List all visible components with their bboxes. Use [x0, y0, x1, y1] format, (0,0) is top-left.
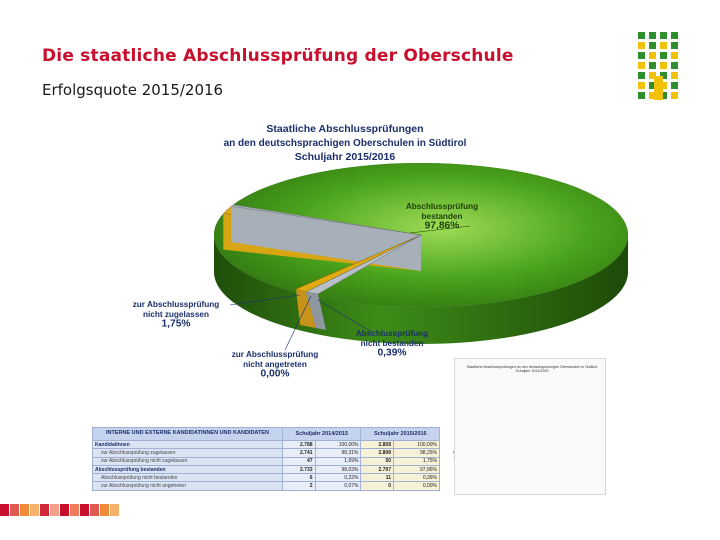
row-count-2014: 2.741	[283, 449, 316, 457]
footer-strip-block	[90, 504, 99, 516]
row-count-2014: 2.733	[283, 465, 316, 473]
row-percent-2014: 1,69%	[315, 457, 361, 465]
inset-chart-title: Staatliche Abschlussprüfungen an den deutschsprachigen Oberschulen in Südtirol Schuljahr 2014/2015	[466, 365, 598, 374]
footer-strip-block	[0, 504, 9, 516]
row-percent-2014: 0,22%	[315, 474, 361, 482]
row-count-2014: 2.788	[283, 441, 316, 449]
table-header-category: INTERNE UND EXTERNE KANDIDATINNEN UND KANDIDATEN	[93, 428, 283, 441]
row-count-2015: 50	[361, 457, 394, 465]
row-percent-2014: 100,00%	[315, 441, 361, 449]
row-label: Abschlussprüfung bestanden	[93, 465, 283, 473]
footer-strip-block	[80, 504, 89, 516]
row-count-2015: 0	[361, 482, 394, 490]
table-row	[93, 482, 440, 490]
row-count-2014: 47	[283, 457, 316, 465]
footer-strip-block	[40, 504, 49, 516]
slide-subtitle: Erfolgsquote 2015/2016	[42, 81, 224, 99]
row-percent-2015: 100,00%	[394, 441, 440, 449]
table-row	[93, 457, 440, 465]
table-row	[93, 474, 440, 482]
row-label: KandidatInnen	[93, 441, 283, 449]
label-passed: Abschlussprüfung bestanden 97,86%	[405, 202, 479, 232]
footer-strip-block	[10, 504, 19, 516]
label-not-admitted: zur Abschlussprüfung nicht zugelassen 1,75%	[132, 300, 220, 330]
row-count-2014: 2	[283, 482, 316, 490]
row-count-2015: 2.808	[361, 449, 394, 457]
results-table	[92, 427, 440, 491]
table-row	[93, 441, 440, 449]
row-label: Abschlussprüfung nicht bestanden	[93, 474, 283, 482]
table-header-year-2: Schuljahr 2015/2016	[361, 428, 440, 441]
row-count-2015: 2.797	[361, 465, 394, 473]
label-absent: zur Abschlussprüfung nicht angetreten 0,00%	[231, 350, 319, 380]
table-row	[93, 465, 440, 473]
table-row	[93, 449, 440, 457]
row-label: zur Abschlussprüfung nicht angetreten	[93, 482, 283, 490]
chart-title-line-1: Staatliche Abschlussprüfungen	[266, 123, 424, 135]
table-header-year-1: Schuljahr 2014/2015	[283, 428, 361, 441]
row-label: zur Abschlussprüfung nicht zugelassen	[93, 457, 283, 465]
footer-strip-block	[70, 504, 79, 516]
footer-strip-block	[50, 504, 59, 516]
row-percent-2014: 0,07%	[315, 482, 361, 490]
row-percent-2015: 1,75%	[394, 457, 440, 465]
row-count-2015: 11	[361, 474, 394, 482]
row-percent-2015: 98,25%	[394, 449, 440, 457]
label-failed: Abschlussprüfung nicht bestanden 0,39%	[355, 329, 429, 359]
row-percent-2015: 0,00%	[394, 482, 440, 490]
footer-color-strip	[0, 504, 720, 516]
footer-strip-block	[110, 504, 119, 516]
row-count-2014: 6	[283, 474, 316, 482]
footer-strip-block	[30, 504, 39, 516]
row-percent-2015: 0,39%	[394, 474, 440, 482]
row-percent-2014: 98,31%	[315, 449, 361, 457]
row-label: zur Abschlussprüfung zugelassen	[93, 449, 283, 457]
footer-strip-block	[20, 504, 29, 516]
row-percent-2015: 97,86%	[394, 465, 440, 473]
slide-title: Die staatliche Abschlussprüfung der Oberschule	[42, 46, 514, 66]
chart-title-line-2: an den deutschsprachigen Oberschulen in Südtirol	[223, 138, 467, 149]
row-percent-2014: 98,03%	[315, 465, 361, 473]
inset-chart-2014-2015	[454, 358, 606, 495]
chart-subtitle: Schuljahr 2015/2016	[294, 151, 396, 163]
footer-strip-block	[100, 504, 109, 516]
row-count-2015: 2.858	[361, 441, 394, 449]
footer-strip-block	[60, 504, 69, 516]
